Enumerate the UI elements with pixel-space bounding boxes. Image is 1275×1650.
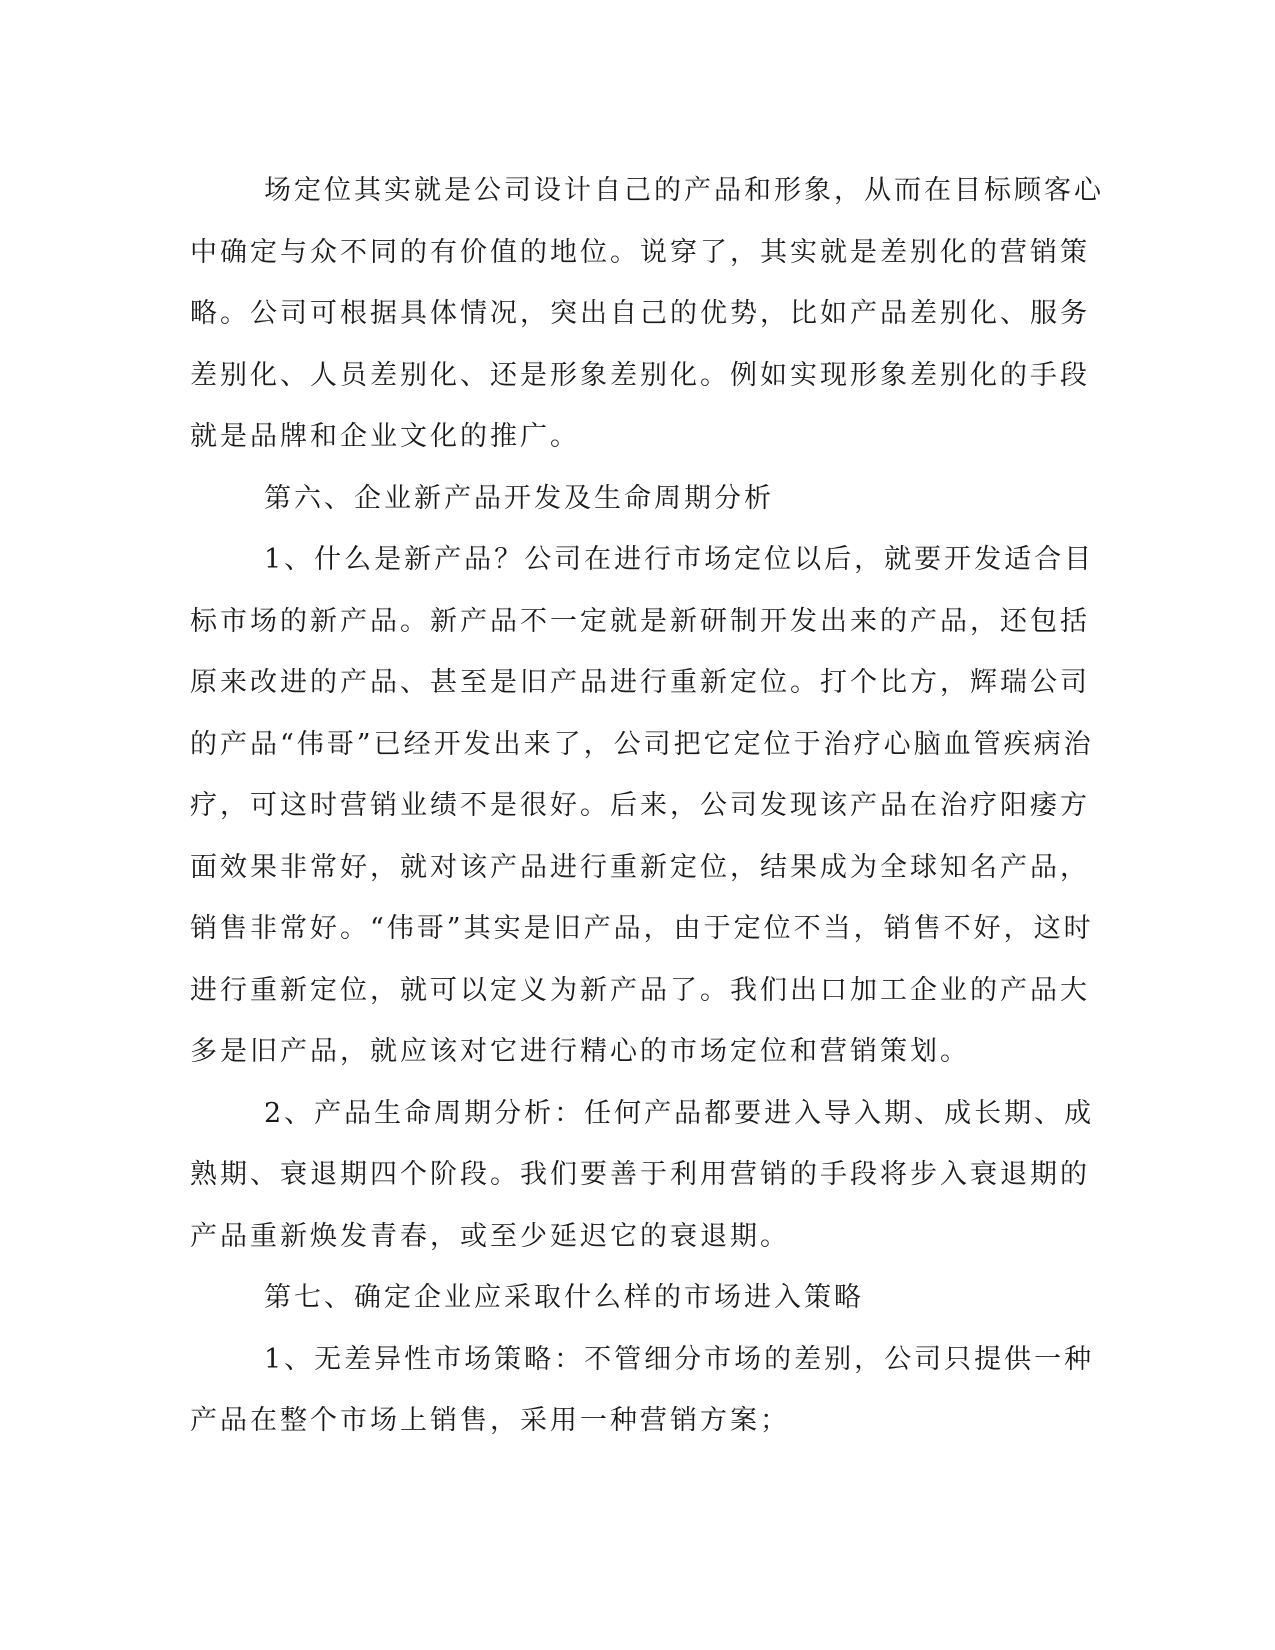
body-text xyxy=(190,160,1104,1452)
section-heading: 第七、确定企业应采取什么样的市场进入策略 xyxy=(264,1282,864,1313)
text-line: 原来改进的产品、甚至是旧产品进行重新定位。打个比方，辉瑞公司 xyxy=(190,667,1090,698)
text-line: 熟期、衰退期四个阶段。我们要善于利用营销的手段将步入衰退期的 xyxy=(190,1159,1090,1190)
text-line: 面效果非常好，就对该产品进行重新定位，结果成为全球知名产品， xyxy=(190,851,1090,883)
text-line: 产品在整个市场上销售，采用一种营销方案； xyxy=(190,1405,790,1436)
text-line: 1、无差异性市场策略：不管细分市场的差别，公司只提供一种 xyxy=(264,1343,1095,1375)
text-line: 差别化、人员差别化、还是形象差别化。例如实现形象差别化的手段 xyxy=(190,359,1090,391)
text-line: 场定位其实就是公司设计自己的产品和形象，从而在目标顾客心 xyxy=(264,175,1104,206)
text-line: 略。公司可根据具体情况，突出自己的优势，比如产品差别化、服务 xyxy=(190,298,1090,329)
text-line: 中确定与众不同的有价值的地位。说穿了，其实就是差别化的营销策 xyxy=(190,236,1090,268)
text-line: 就是品牌和企业文化的推广。 xyxy=(190,421,580,452)
text-line: 标市场的新产品。新产品不一定就是新研制开发出来的产品，还包括 xyxy=(190,605,1090,637)
section-heading: 第六、企业新产品开发及生命周期分析 xyxy=(264,482,774,514)
text-line: 2、产品生命周期分析：任何产品都要进入导入期、成长期、成 xyxy=(264,1097,1095,1129)
text-line: 疗，可这时营销业绩不是很好。后来，公司发现该产品在治疗阳痿方 xyxy=(190,790,1090,821)
text-line: 的产品“伟哥”已经开发出来了，公司把它定位于治疗心脑血管疾病治 xyxy=(190,728,1094,760)
text-line: 进行重新定位，就可以定义为新产品了。我们出口加工企业的产品大 xyxy=(190,974,1090,1006)
text-line: 1、什么是新产品？公司在进行市场定位以后，就要开发适合目 xyxy=(264,544,1095,575)
text-line: 销售非常好。“伟哥”其实是旧产品，由于定位不当，销售不好，这时 xyxy=(190,913,1094,944)
text-line: 多是旧产品，就应该对它进行精心的市场定位和营销策划。 xyxy=(190,1036,970,1067)
text-line: 产品重新焕发青春，或至少延迟它的衰退期。 xyxy=(190,1220,790,1252)
